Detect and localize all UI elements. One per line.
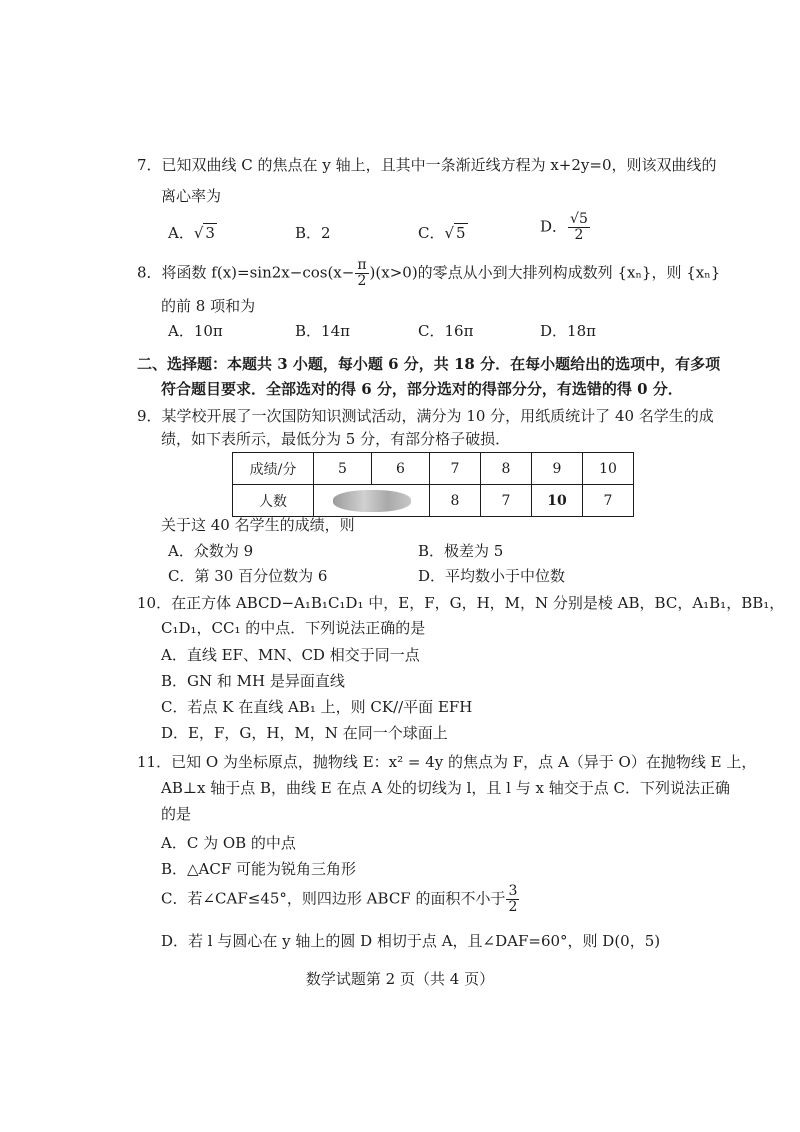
q8-option-d: D．18π	[540, 322, 596, 340]
table-cell: 10	[532, 485, 583, 517]
q11-option-b: B．△ACF 可能为锐角三角形	[161, 860, 357, 878]
q10-option-a: A．直线 EF、MN、CD 相交于同一点	[161, 646, 420, 664]
damaged-cell	[314, 485, 430, 517]
q9-stem-line1: 9．某学校开展了一次国防知识测试活动，满分为 10 分，用纸质统计了 40 名学生的成	[137, 407, 714, 425]
sqrt-symbol: √ 5	[444, 224, 466, 242]
table-row	[233, 485, 634, 517]
q9-option-c: C．第 30 百分位数为 6	[168, 567, 328, 585]
q7-option-d	[540, 212, 591, 243]
q11-stem-line3: 的是	[161, 805, 192, 823]
table-cell: 7	[430, 453, 481, 485]
fraction-denominator: 2	[508, 899, 518, 915]
damage-smudge	[333, 490, 411, 512]
table-row	[233, 453, 634, 485]
fraction-numerator: 3	[508, 883, 518, 899]
table-cell: 7	[481, 485, 532, 517]
q11-option-c-text: C．若∠CAF≤45°，则四边形 ABCF 的面积不小于	[161, 889, 506, 908]
table-cell: 10	[583, 453, 634, 485]
q7-option-c-label: C．	[418, 224, 445, 242]
q7-option-c	[418, 222, 468, 244]
q7-option-a	[168, 222, 217, 244]
q10-option-d: D．E，F，G，H，M，N 在同一个球面上	[161, 724, 448, 742]
table-cell: 6	[372, 453, 430, 485]
fraction-denominator: 2	[357, 273, 367, 289]
q8-option-a: A．10π	[168, 322, 223, 340]
q7-option-a-radicand: 3	[205, 224, 215, 242]
q7-option-b: B．2	[295, 224, 331, 242]
table-header-count: 人数	[233, 485, 314, 517]
q7-stem-line2: 离心率为	[161, 187, 222, 205]
section2-instructions-line2: 符合题目要求．全部选对的得 6 分，部分选对的得部分分，有选错的得 0 分．	[161, 380, 683, 398]
q9-stem-line3: 关于这 40 名学生的成绩，则	[161, 516, 355, 534]
q9-score-table	[232, 452, 634, 517]
q7-option-a-label: A．	[168, 224, 194, 242]
q10-stem-line2: C₁D₁，CC₁ 的中点．下列说法正确的是	[161, 619, 426, 637]
q8-stem-post: )(x>0)的零点从小到大排列构成数列 {xₙ}，则 {xₙ}	[369, 263, 721, 282]
q7-option-c-radicand: 5	[456, 224, 466, 242]
q10-stem-line1: 10．在正方体 ABCD−A₁B₁C₁D₁ 中，E，F，G，H，M，N 分别是棱 AB，BC，A₁B₁，BB₁，	[137, 594, 785, 612]
q11-option-c	[161, 884, 520, 915]
q8-stem-pre: 8．将函数 f(x)=sin2x−cos(x−	[137, 263, 355, 282]
q8-stem-line2: 的前 8 项和为	[161, 297, 256, 315]
table-cell: 8	[430, 485, 481, 517]
table-header-score: 成绩/分	[233, 453, 314, 485]
q9-option-d: D．平均数小于中位数	[418, 567, 566, 585]
q8-option-c: C．16π	[418, 322, 474, 340]
section2-instructions-line1: 二、选择题：本题共 3 小题，每小题 6 分，共 18 分．在每小题给出的选项中，有多项	[137, 355, 721, 373]
q9-option-a: A．众数为 9	[168, 542, 254, 560]
q11-stem-line2: AB⊥x 轴于点 B，曲线 E 在点 A 处的切线为 l，且 l 与 x 轴交于点 C．下列说法正确	[161, 779, 730, 797]
q8-fraction	[355, 258, 368, 289]
table-cell: 7	[583, 485, 634, 517]
table-cell: 5	[314, 453, 372, 485]
sqrt-symbol: √ 3	[193, 224, 215, 242]
q11-option-c-fraction	[506, 884, 519, 915]
fraction-denominator: 2	[574, 227, 584, 243]
q11-stem-line1: 11．已知 O 为坐标原点，抛物线 E：x² = 4y 的焦点为 F，点 A（异于 O）在抛物线 E 上，	[137, 753, 757, 771]
q10-option-b: B．GN 和 MH 是异面直线	[161, 672, 345, 690]
table-cell: 8	[481, 453, 532, 485]
q10-option-c: C．若点 K 在直线 AB₁ 上，则 CK//平面 EFH	[161, 698, 473, 716]
q11-option-d: D．若 l 与圆心在 y 轴上的圆 D 相切于点 A，且∠DAF=60°，则 D(0，5)	[161, 932, 661, 950]
q7-option-d-fraction	[568, 212, 590, 243]
q7-stem-line1: 7．已知双曲线 C 的焦点在 y 轴上，且其中一条渐近线方程为 x+2y=0，则该双曲线的	[137, 156, 717, 174]
q9-option-b: B．极差为 5	[418, 542, 504, 560]
table-cell: 9	[532, 453, 583, 485]
q8-option-b: B．14π	[295, 322, 350, 340]
q7-option-d-label: D．	[540, 217, 568, 236]
fraction-numerator: π	[357, 257, 367, 273]
q11-option-a: A．C 为 OB 的中点	[161, 834, 296, 852]
q9-stem-line2: 绩，如下表所示，最低分为 5 分，有部分格子破损．	[161, 430, 511, 448]
page-footer: 数学试题第 2 页（共 4 页）	[305, 970, 495, 988]
q8-stem-line1	[137, 258, 720, 289]
fraction-numerator: √5	[570, 211, 588, 227]
